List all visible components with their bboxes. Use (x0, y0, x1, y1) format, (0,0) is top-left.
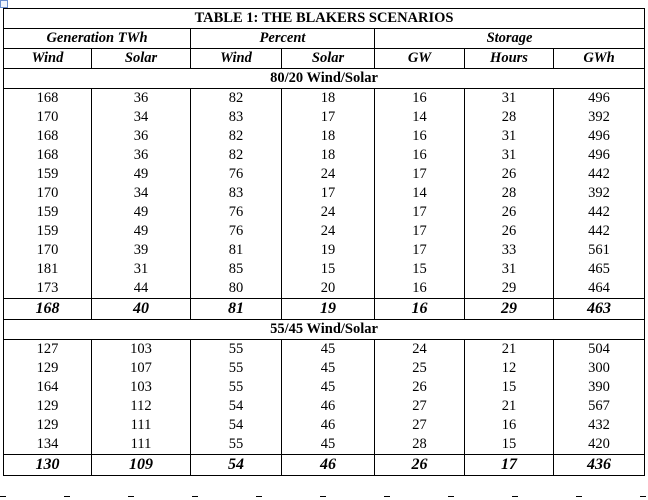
table-cell: 15 (375, 260, 465, 279)
table-cell: 24 (282, 165, 375, 184)
average-cell: 54 (191, 455, 282, 476)
table-cell: 496 (554, 127, 645, 146)
section-heading-row (4, 320, 645, 340)
average-cell: 463 (554, 299, 645, 320)
table-row (4, 260, 645, 279)
table-cell: 390 (554, 378, 645, 397)
table-cell: 18 (282, 127, 375, 146)
section-heading: 55/45 Wind/Solar (4, 320, 645, 340)
table-cell: 45 (282, 340, 375, 360)
table-cell: 107 (92, 359, 191, 378)
table-cell: 173 (4, 279, 92, 299)
average-cell: 26 (375, 455, 465, 476)
table-cell: 34 (92, 108, 191, 127)
table-cell: 21 (465, 340, 554, 360)
table-cell: 181 (4, 260, 92, 279)
table-cell: 103 (92, 340, 191, 360)
table-cell: 54 (191, 416, 282, 435)
table-cell: 24 (375, 340, 465, 360)
table-cell: 17 (282, 184, 375, 203)
table-cell: 76 (191, 165, 282, 184)
section-80-20 (4, 69, 645, 89)
table-row (4, 416, 645, 435)
table-row (4, 279, 645, 299)
average-row (4, 455, 645, 476)
table-cell: 28 (465, 184, 554, 203)
table-cell: 31 (92, 260, 191, 279)
table-cell: 17 (375, 222, 465, 241)
table-cell: 49 (92, 203, 191, 222)
table-cell: 82 (191, 127, 282, 146)
table-cell: 36 (92, 127, 191, 146)
table-cell: 159 (4, 165, 92, 184)
average-row-group (4, 299, 645, 320)
group-header-generation: Generation TWh (4, 29, 191, 49)
section-rows (4, 89, 645, 299)
average-cell: 19 (282, 299, 375, 320)
table-cell: 36 (92, 146, 191, 165)
table-cell: 12 (465, 359, 554, 378)
table-cell: 45 (282, 435, 375, 455)
group-header-storage: Storage (375, 29, 645, 49)
section-heading-row (4, 69, 645, 89)
table-cell: 36 (92, 89, 191, 109)
average-row-group (4, 455, 645, 476)
table-cell: 129 (4, 416, 92, 435)
table-cell: 27 (375, 416, 465, 435)
table-cell: 28 (465, 108, 554, 127)
average-cell: 109 (92, 455, 191, 476)
table-row (4, 127, 645, 146)
table-cell: 170 (4, 108, 92, 127)
table-cell: 21 (465, 397, 554, 416)
table-cell: 49 (92, 165, 191, 184)
table-cell: 496 (554, 89, 645, 109)
table-cell: 16 (375, 127, 465, 146)
table-cell: 16 (465, 416, 554, 435)
average-cell: 168 (4, 299, 92, 320)
table-cell: 561 (554, 241, 645, 260)
table-cell: 18 (282, 89, 375, 109)
table-cell: 54 (191, 397, 282, 416)
table-row (4, 89, 645, 109)
table-cell: 18 (282, 146, 375, 165)
table-row (4, 222, 645, 241)
table-cell: 24 (282, 203, 375, 222)
table-cell: 16 (375, 279, 465, 299)
table-cell: 39 (92, 241, 191, 260)
table-row (4, 359, 645, 378)
table-cell: 567 (554, 397, 645, 416)
table-cell: 31 (465, 146, 554, 165)
table-cell: 31 (465, 127, 554, 146)
table-cell: 442 (554, 203, 645, 222)
table-cell: 14 (375, 184, 465, 203)
table-cell: 25 (375, 359, 465, 378)
column-header: Wind (191, 49, 282, 69)
table-cell: 168 (4, 127, 92, 146)
table-cell: 442 (554, 222, 645, 241)
table-cell: 392 (554, 108, 645, 127)
table-cell: 17 (375, 165, 465, 184)
table-cell: 111 (92, 435, 191, 455)
table-cell: 31 (465, 260, 554, 279)
table-cell: 432 (554, 416, 645, 435)
table-cell: 170 (4, 184, 92, 203)
table-cell: 112 (92, 397, 191, 416)
table-cell: 26 (465, 203, 554, 222)
table-cell: 300 (554, 359, 645, 378)
table-cell: 134 (4, 435, 92, 455)
section-rows (4, 340, 645, 455)
table-cell: 85 (191, 260, 282, 279)
table-cell: 82 (191, 89, 282, 109)
table-cell: 168 (4, 146, 92, 165)
table-row (4, 146, 645, 165)
table-cell: 46 (282, 397, 375, 416)
average-cell: 81 (191, 299, 282, 320)
table-cell: 129 (4, 359, 92, 378)
table-cell: 159 (4, 222, 92, 241)
table-row (4, 184, 645, 203)
table-cell: 17 (375, 203, 465, 222)
table-cell: 16 (375, 89, 465, 109)
table-row (4, 340, 645, 360)
anchor-icon (0, 0, 8, 8)
table-cell: 27 (375, 397, 465, 416)
table-cell: 76 (191, 203, 282, 222)
table-cell: 392 (554, 184, 645, 203)
table-cell: 16 (375, 146, 465, 165)
table-row (4, 165, 645, 184)
table-cell: 129 (4, 397, 92, 416)
table-cell: 20 (282, 279, 375, 299)
table-cell: 420 (554, 435, 645, 455)
table-cell: 55 (191, 378, 282, 397)
column-header: Hours (465, 49, 554, 69)
table-cell: 83 (191, 108, 282, 127)
table-cell: 45 (282, 359, 375, 378)
table-cell: 127 (4, 340, 92, 360)
table-cell: 29 (465, 279, 554, 299)
column-header: Solar (282, 49, 375, 69)
table-cell: 19 (282, 241, 375, 260)
table-cell: 14 (375, 108, 465, 127)
table-row (4, 241, 645, 260)
table-cell: 80 (191, 279, 282, 299)
table-cell: 26 (375, 378, 465, 397)
table-cell: 15 (465, 378, 554, 397)
table-cell: 46 (282, 416, 375, 435)
table-cell: 464 (554, 279, 645, 299)
table-cell: 170 (4, 241, 92, 260)
table-cell: 55 (191, 359, 282, 378)
table-cell: 111 (92, 416, 191, 435)
cut-off-row-fragment (0, 494, 648, 500)
table-cell: 26 (465, 165, 554, 184)
table-cell: 34 (92, 184, 191, 203)
average-cell: 436 (554, 455, 645, 476)
table-cell: 55 (191, 435, 282, 455)
table-cell: 81 (191, 241, 282, 260)
average-cell: 40 (92, 299, 191, 320)
group-header-row (4, 29, 645, 49)
table-cell: 17 (282, 108, 375, 127)
table-cell: 465 (554, 260, 645, 279)
table-cell: 76 (191, 222, 282, 241)
section-heading: 80/20 Wind/Solar (4, 69, 645, 89)
table-title: TABLE 1: THE BLAKERS SCENARIOS (4, 9, 645, 29)
table-cell: 45 (282, 378, 375, 397)
table-row (4, 397, 645, 416)
table-cell: 55 (191, 340, 282, 360)
average-cell: 46 (282, 455, 375, 476)
average-cell: 29 (465, 299, 554, 320)
table-cell: 28 (375, 435, 465, 455)
blakers-scenarios-table (3, 8, 645, 476)
table-cell: 504 (554, 340, 645, 360)
average-cell: 130 (4, 455, 92, 476)
table-cell: 49 (92, 222, 191, 241)
title-row (4, 9, 645, 29)
table-cell: 44 (92, 279, 191, 299)
column-header: Wind (4, 49, 92, 69)
table-cell: 159 (4, 203, 92, 222)
table-cell: 83 (191, 184, 282, 203)
group-header-percent: Percent (191, 29, 375, 49)
table-cell: 496 (554, 146, 645, 165)
average-cell: 16 (375, 299, 465, 320)
average-row (4, 299, 645, 320)
table-cell: 24 (282, 222, 375, 241)
table-cell: 103 (92, 378, 191, 397)
table-row (4, 203, 645, 222)
table-cell: 15 (465, 435, 554, 455)
table-cell: 168 (4, 89, 92, 109)
table-cell: 82 (191, 146, 282, 165)
table-cell: 33 (465, 241, 554, 260)
column-header: Solar (92, 49, 191, 69)
table-cell: 15 (282, 260, 375, 279)
table-row (4, 435, 645, 455)
average-cell: 17 (465, 455, 554, 476)
table-cell: 31 (465, 89, 554, 109)
column-header: GWh (554, 49, 645, 69)
table-cell: 164 (4, 378, 92, 397)
table-row (4, 378, 645, 397)
table-row (4, 108, 645, 127)
table-cell: 442 (554, 165, 645, 184)
column-header: GW (375, 49, 465, 69)
table-cell: 26 (465, 222, 554, 241)
table-cell: 17 (375, 241, 465, 260)
section-55-45 (4, 320, 645, 340)
column-header-row (4, 49, 645, 69)
